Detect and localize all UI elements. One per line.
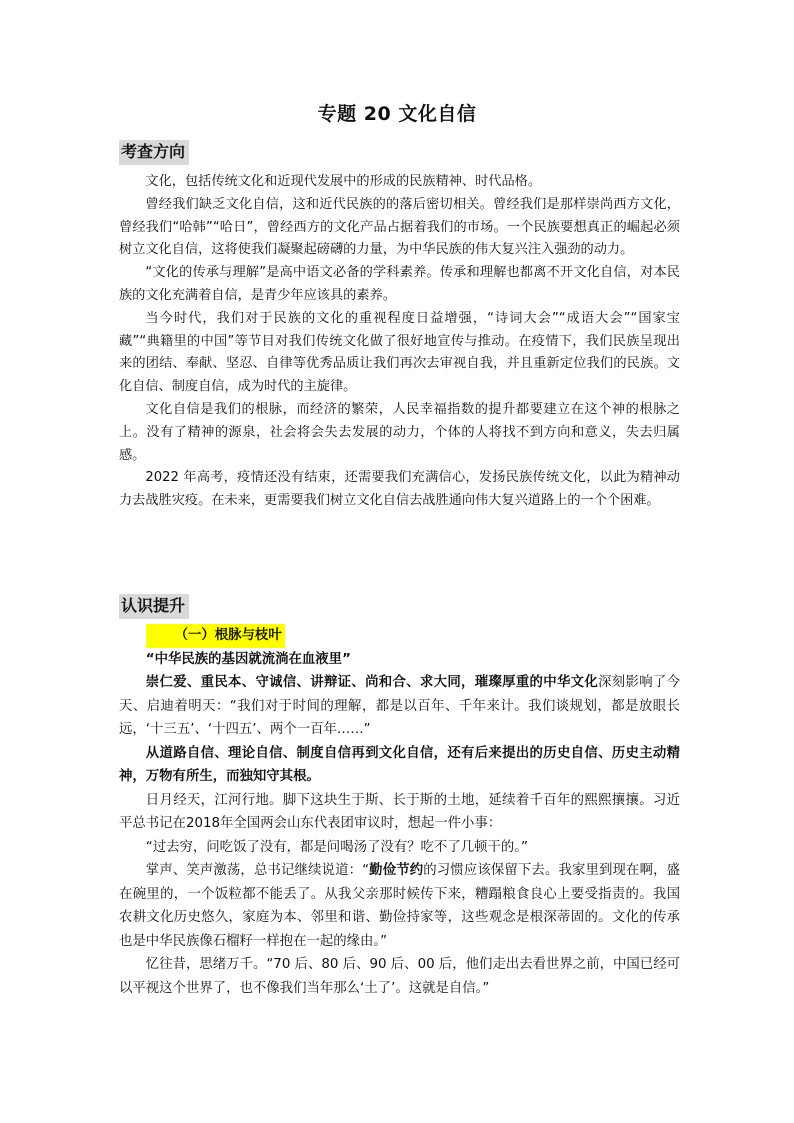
paragraph: 2022 年高考，疫情还没有结束，还需要我们充满信心，发扬民族传统文化，以此为精神动力去战胜灾疫。在未来，更需要我们树立文化自信去战胜通向伟大复兴道路上的一个个困难。 xyxy=(119,470,680,509)
paragraph-part: 的习惯应该保留下去。我家里到现在啊，盛在碗里的，一个饭粒都不能丢了。从我父亲那时候传下来，糟蹋粮食良心上要受指责的。我国农耕文化历史悠久，家庭为本、邻里和谐、勤俭持家等，这些观念是根深蒂固的。文化的传承也是中华民族像石榴籽一样抱在一起的缘由。” xyxy=(119,863,681,949)
paragraph: 忆往昔，思绪万千。“70 后、80 后、90 后、00 后，他们走出去看世界之前，中国已经可以平视这个世界了，也不像我们当年那么‘土了’。这就是自信。” xyxy=(119,957,680,996)
paragraph-part: 掌声、笑声激荡，总书记继续说道：“ xyxy=(145,863,370,878)
paragraph-rest: 深刻影响了今天、启迪着明天：“我们对于时间的理解，都是以百年、千年来计。我们谈规划，都是放眼长远，‘十三五’、‘十四五’、两个一百年……” xyxy=(119,675,681,737)
section-improvement-body xyxy=(119,624,680,1000)
bold-phrase: 勤俭节约 xyxy=(369,863,424,878)
bold-phrase: 崇仁爱、重民本、守诚信、讲辩证、尚和合、求大同，璀璨厚重的中华文化 xyxy=(145,675,599,690)
section-heading-direction: 考查方向 xyxy=(119,140,189,165)
quote-paragraph: “过去穷，问吃饭了没有，都是问喝汤了没有？吃不了几顿干的。” xyxy=(145,839,528,855)
subheading-highlight: （一）根脉与枝叶 xyxy=(146,624,285,648)
paragraph: “文化的传承与理解”是高中语文必备的学科素养。传承和理解也都离不开文化自信，对本民族的文化充满着自信，是青少年应该具的素养。 xyxy=(119,265,680,303)
paragraph-bold: 从道路自信、理论自信、制度自信再到文化自信，还有后来提出的历史自信、历史主动精神，万物有所生，而独知守其根。 xyxy=(119,745,680,784)
quote-title: “中华民族的基因就流淌在血液里” xyxy=(145,651,351,667)
page-title: 专题 20 文化自信 xyxy=(317,103,477,125)
section-heading-improvement: 认识提升 xyxy=(119,594,189,619)
paragraph xyxy=(119,671,680,742)
paragraph: 文化自信是我们的根脉，而经济的繁荣，人民幸福指数的提升都要建立在这个神的根脉之上。没有了精神的源泉，社会将会失去发展的动力，个体的人将找不到方向和意义，失去归属感。 xyxy=(119,401,680,463)
paragraph: 文化，包括传统文化和近现代发展中的形成的民族精神、时代品格。 xyxy=(145,174,542,189)
paragraph: 曾经我们缺乏文化自信，这和近代民族的的落后密切相关。曾经我们是那样崇尚西方文化，曾经我们“哈韩”“哈日”，曾经西方的文化产品占据着我们的市场。一个民族要想真正的崛起必须树立文化自信，这将使我们凝聚起磅礴的力量，为中华民族的伟大复兴注入强劲的动力。 xyxy=(119,196,680,258)
section-direction-body xyxy=(119,171,680,513)
paragraph: 日月经天，江河行地。脚下这块生于斯、长于斯的土地，延续着千百年的熙熙攘攘。习近平总书记在2018年全国两会山东代表团审议时，想起一件小事： xyxy=(119,792,680,831)
paragraph xyxy=(119,859,680,953)
paragraph: 当今时代，我们对于民族的文化的重视程度日益增强，“诗词大会”“成语大会”“国家宝藏”“典籍里的中国”等节目对我们传统文化做了很好地宣传与推动。在疫情下，我们民族呈现出来的团结、奉献、坚忍、自律等优秀品质让我们再次去审视自我，并且重新定位我们的民族。文化自信、制度自信，成为时代的主旋律。 xyxy=(119,310,680,395)
